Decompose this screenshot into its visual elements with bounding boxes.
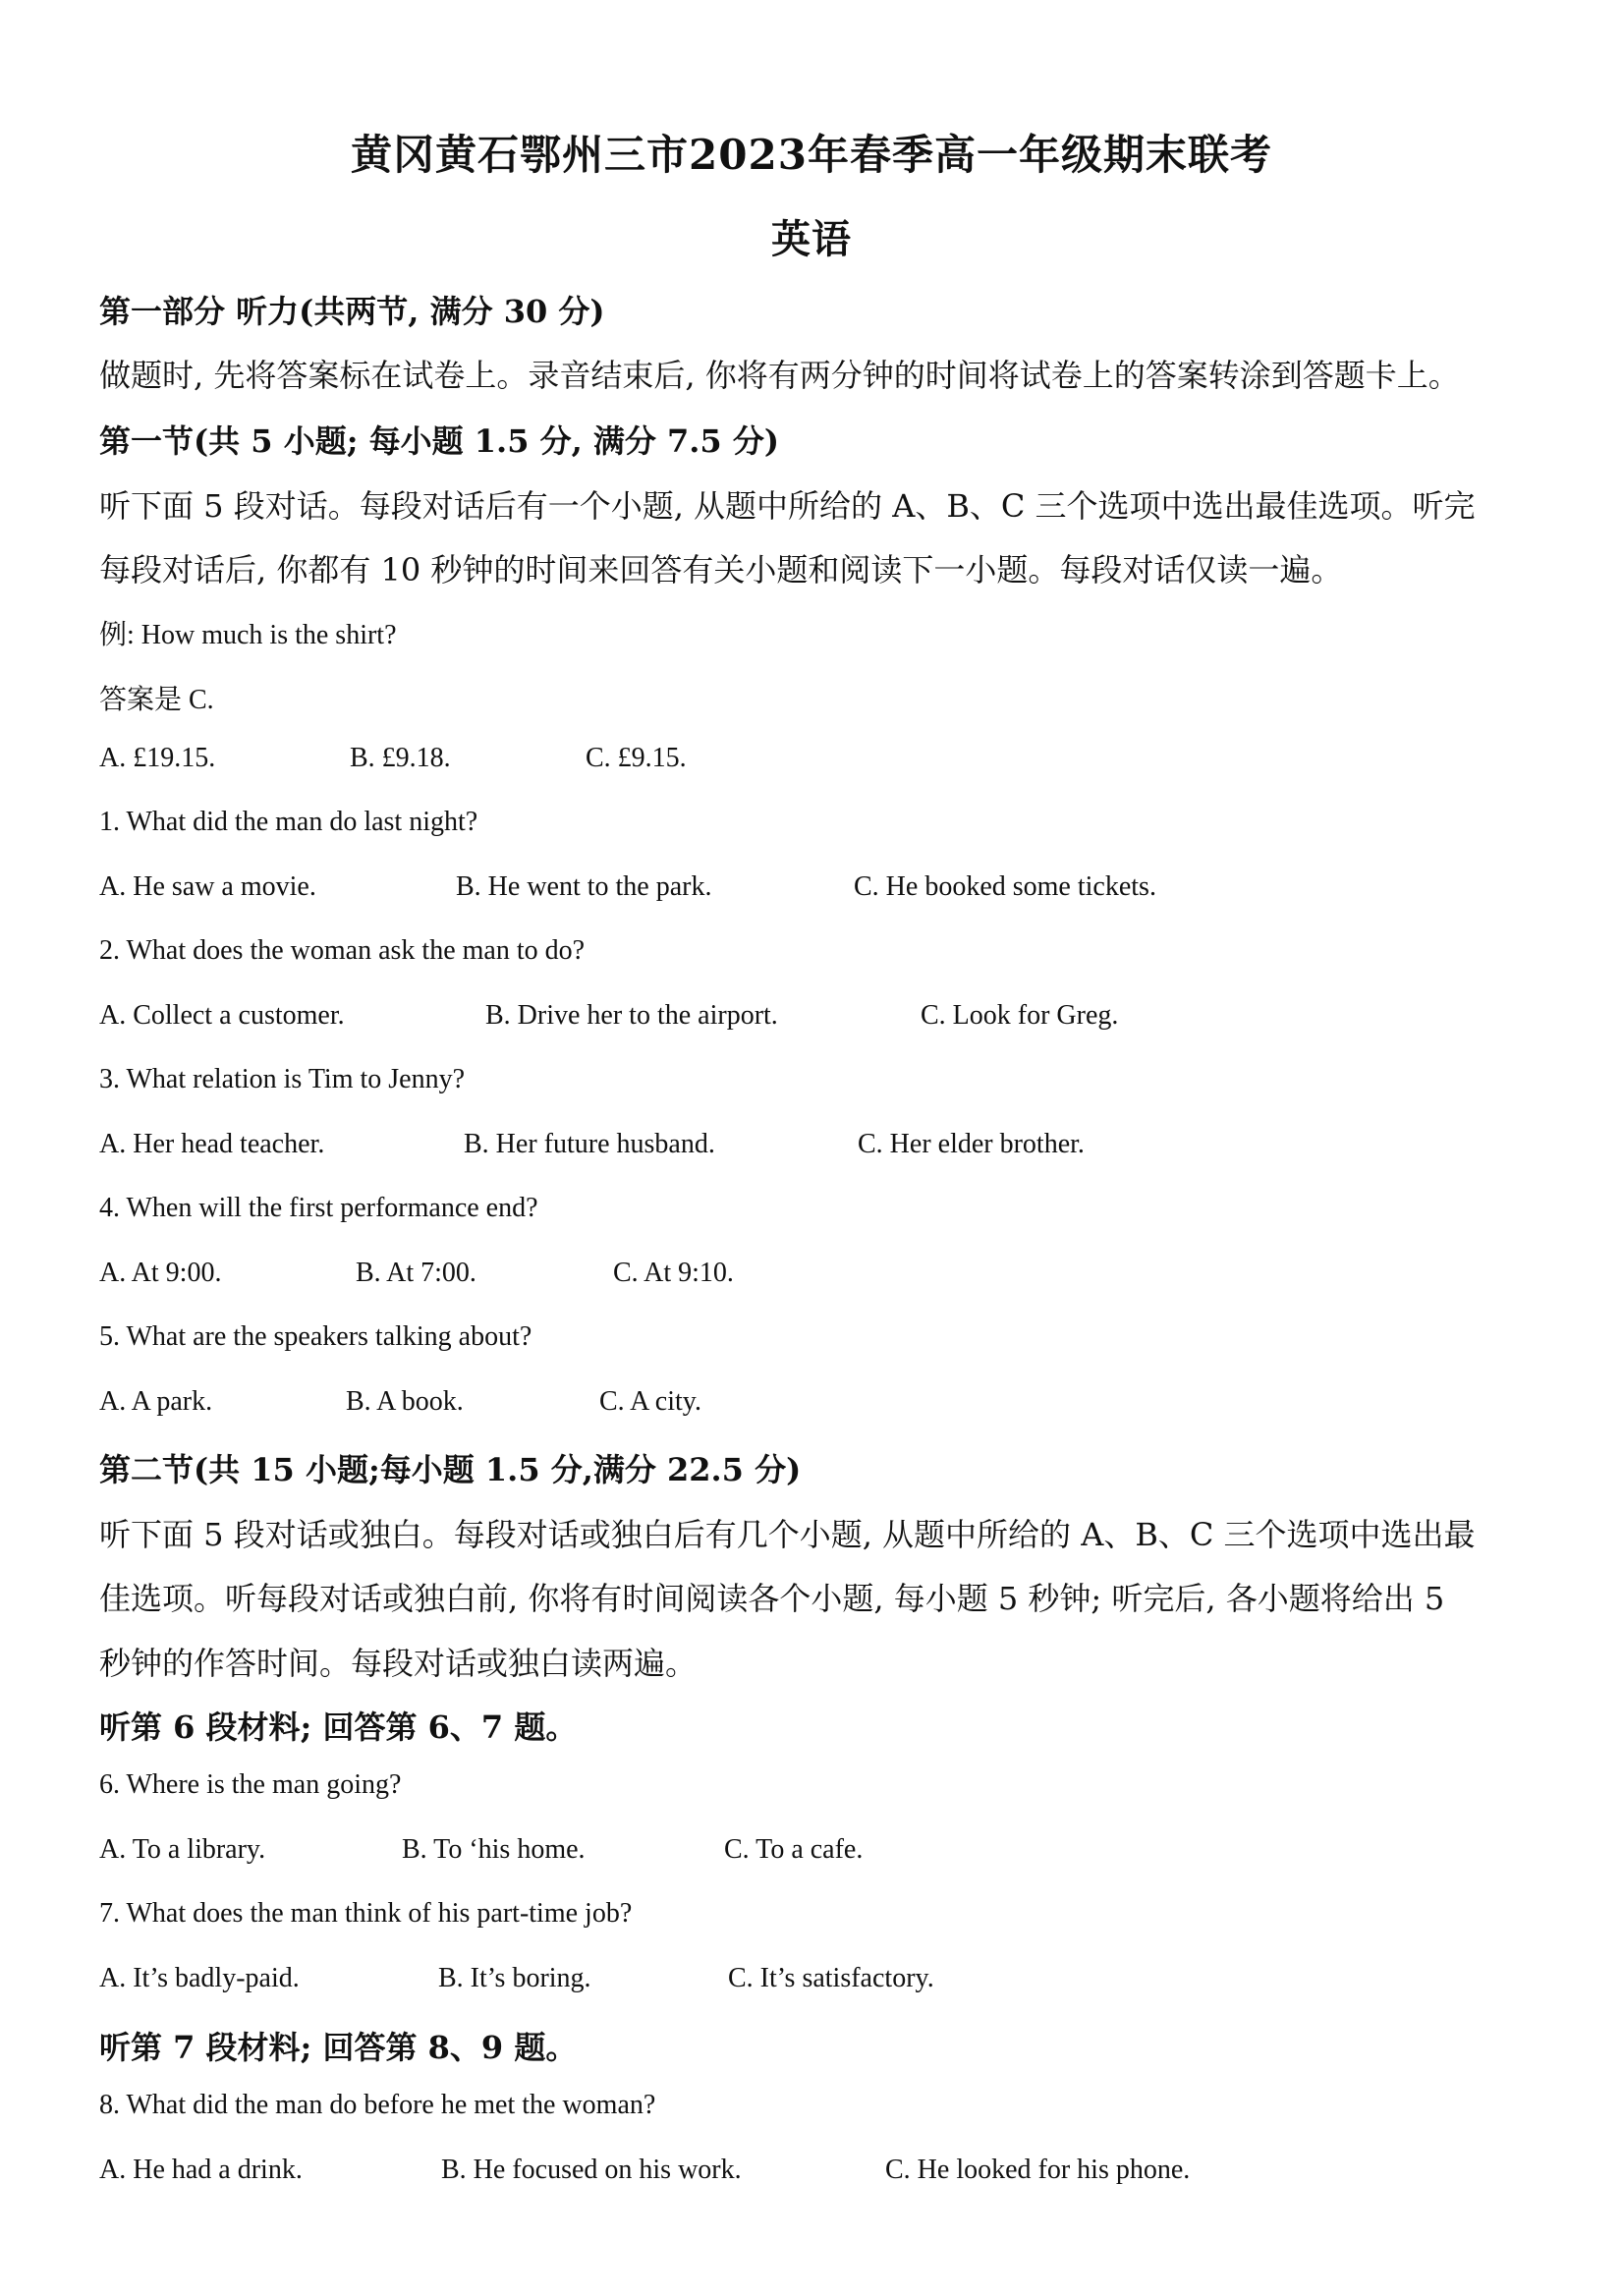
- section2-intro-line1: 听下面 5 段对话或独白。每段对话或独白后有几个小题, 从题中所给的 A、B、C 三个选项中选出最: [99, 1516, 1476, 1553]
- material-7-heading: 听第 7 段材料; 回答第 8、9 题。: [99, 2029, 578, 2066]
- q3-option-a: A. Her head teacher.: [99, 1129, 325, 1159]
- q1-option-b: B. He went to the park.: [456, 871, 712, 902]
- q8-option-b: B. He focused on his work.: [441, 2155, 742, 2185]
- exam-subject: 英语: [771, 216, 852, 262]
- section1-intro-line2: 每段对话后, 你都有 10 秒钟的时间来回答有关小题和阅读下一小题。每段对话仅读一遍。: [99, 551, 1343, 588]
- q6-option-a: A. To a library.: [99, 1834, 266, 1865]
- q1-option-a: A. He saw a movie.: [99, 871, 316, 902]
- q3-option-c: C. Her elder brother.: [858, 1129, 1085, 1159]
- question-1: 1. What did the man do last night?: [99, 807, 478, 837]
- q7-option-b: B. It’s boring.: [438, 1963, 591, 1993]
- q7-option-c: C. It’s satisfactory.: [728, 1963, 934, 1993]
- q4-option-a: A. At 9:00.: [99, 1258, 222, 1288]
- question-6: 6. Where is the man going?: [99, 1769, 402, 1800]
- example-option-b: B. £9.18.: [350, 743, 451, 773]
- section2-heading: 第二节(共 15 小题;每小题 1.5 分,满分 22.5 分): [99, 1451, 802, 1488]
- q6-option-b: B. To ‘his home.: [402, 1834, 586, 1865]
- part1-heading: 第一部分 听力(共两节, 满分 30 分): [99, 293, 605, 330]
- q8-option-a: A. He had a drink.: [99, 2155, 303, 2185]
- q6-option-c: C. To a cafe.: [724, 1834, 864, 1865]
- example-question: 例: How much is the shirt?: [99, 620, 397, 650]
- instruction: 做题时, 先将答案标在试卷上。录音结束后, 你将有两分钟的时间将试卷上的答案转涂到答题卡上。: [99, 357, 1460, 394]
- example-option-c: C. £9.15.: [586, 743, 687, 773]
- question-2: 2. What does the woman ask the man to do?: [99, 935, 586, 966]
- question-8: 8. What did the man do before he met the woman?: [99, 2090, 656, 2120]
- q4-option-c: C. At 9:10.: [613, 1258, 734, 1288]
- q7-option-a: A. It’s badly-paid.: [99, 1963, 300, 1993]
- q8-option-c: C. He looked for his phone.: [885, 2155, 1191, 2185]
- q4-option-b: B. At 7:00.: [356, 1258, 476, 1288]
- section1-heading: 第一节(共 5 小题; 每小题 1.5 分, 满分 7.5 分): [99, 422, 779, 460]
- q5-option-b: B. A book.: [346, 1386, 464, 1417]
- q2-option-a: A. Collect a customer.: [99, 1000, 345, 1031]
- q5-option-a: A. A park.: [99, 1386, 213, 1417]
- question-4: 4. When will the first performance end?: [99, 1193, 538, 1223]
- section2-intro-line2: 佳选项。听每段对话或独白前, 你将有时间阅读各个小题, 每小题 5 秒钟; 听完后, 各小题将给出 5: [99, 1580, 1445, 1617]
- q3-option-b: B. Her future husband.: [464, 1129, 715, 1159]
- material-6-heading: 听第 6 段材料; 回答第 6、7 题。: [99, 1708, 578, 1746]
- example-option-a: A. £19.15.: [99, 743, 216, 773]
- section1-intro-line1: 听下面 5 段对话。每段对话后有一个小题, 从题中所给的 A、B、C 三个选项中选出最佳选项。听完: [99, 487, 1476, 525]
- question-7: 7. What does the man think of his part-time job?: [99, 1898, 633, 1929]
- question-5: 5. What are the speakers talking about?: [99, 1321, 532, 1352]
- q2-option-c: C. Look for Greg.: [921, 1000, 1119, 1031]
- q5-option-c: C. A city.: [599, 1386, 701, 1417]
- exam-title: 黄冈黄石鄂州三市2023年春季高一年级期末联考: [351, 131, 1272, 179]
- example-answer: 答案是 C.: [99, 685, 214, 715]
- section2-intro-line3: 秒钟的作答时间。每段对话或独白读两遍。: [99, 1645, 698, 1682]
- q2-option-b: B. Drive her to the airport.: [485, 1000, 778, 1031]
- question-3: 3. What relation is Tim to Jenny?: [99, 1064, 466, 1094]
- q1-option-c: C. He booked some tickets.: [854, 871, 1156, 902]
